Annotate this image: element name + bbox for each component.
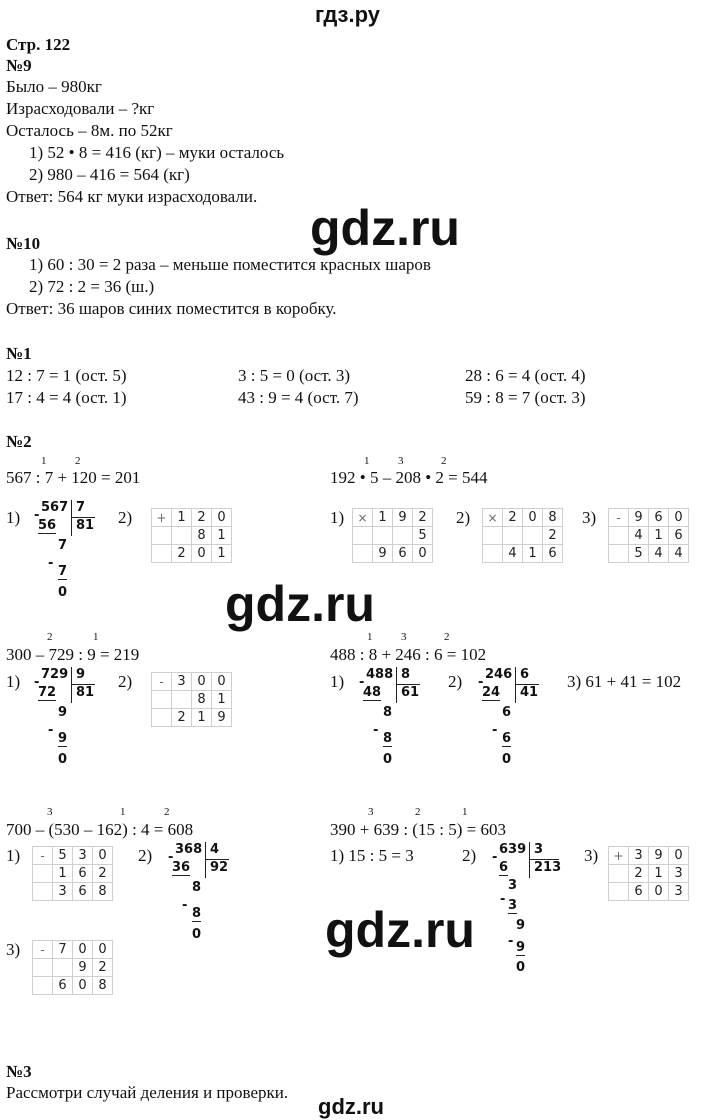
order-mark: 3	[398, 455, 404, 467]
step-label: 1)	[6, 508, 21, 527]
top-watermark: гдз.ру	[315, 2, 380, 27]
task-2-number: №2	[6, 432, 32, 451]
order-mark: 3	[368, 806, 374, 818]
problem-9-number: №9	[6, 56, 32, 75]
step-label: 3)	[6, 940, 21, 959]
step-label: 3)	[584, 846, 599, 865]
expression: 300 – 729 : 9 = 219	[6, 645, 140, 664]
long-division: - 567 7 81 56 7 - 7 0	[34, 500, 95, 600]
step-label: 1)	[330, 508, 345, 527]
p9-line: Было – 980кг	[6, 77, 102, 96]
p9-step: 2) 980 – 416 = 564 (кг)	[29, 165, 190, 184]
order-mark: 3	[47, 806, 53, 818]
task-1-number: №1	[6, 344, 32, 363]
page-label: Стр. 122	[6, 35, 71, 54]
step-label: 2)	[138, 846, 153, 865]
p10-step: 2) 72 : 2 = 36 (ш.)	[29, 277, 155, 296]
division-item: 28 : 6 = 4 (ост. 4)	[465, 366, 586, 385]
step-label: 2)	[448, 672, 463, 691]
p9-line: Осталось – 8м. по 52кг	[6, 121, 173, 140]
order-mark: 1	[367, 631, 373, 643]
gdz-watermark: gdz.ru	[325, 902, 475, 958]
problem-10-number: №10	[6, 234, 41, 253]
long-division: - 729 9 81 72 9 - 9 0	[34, 667, 95, 767]
task-3-text: Рассмотри случай деления и проверки.	[6, 1083, 289, 1102]
order-mark: 2	[415, 806, 421, 818]
order-mark: 2	[164, 806, 170, 818]
order-mark: 1	[93, 631, 99, 643]
p9-line: Израсходовали – ?кг	[6, 99, 155, 118]
division-item: 17 : 4 = 4 (ост. 1)	[6, 388, 127, 407]
column-addition: + 1 2 0 8 1 2 0 1	[151, 508, 232, 563]
column-addition: + 3 9 0 2 1 3 6 0 3	[608, 846, 689, 901]
step-label: 3)	[582, 508, 597, 527]
bottom-watermark: gdz.ru	[318, 1094, 384, 1119]
column-subtraction: - 7 0 0 9 2 6 0 8	[32, 940, 113, 995]
step-1-expression: 1) 15 : 5 = 3	[330, 846, 414, 865]
step-label: 1)	[330, 672, 345, 691]
p10-answer: Ответ: 36 шаров синих поместится в коробку.	[6, 299, 337, 318]
p9-answer: Ответ: 564 кг муки израсходовали.	[6, 187, 258, 206]
division-item: 59 : 8 = 7 (ост. 3)	[465, 388, 586, 407]
step-label: 1)	[6, 846, 21, 865]
column-multiplication: × 2 0 8 2 4 1 6	[482, 508, 563, 563]
column-multiplication: × 1 9 2 5 9 6 0	[352, 508, 433, 563]
division-item: 43 : 9 = 4 (ост. 7)	[238, 388, 359, 407]
order-mark: 3	[401, 631, 407, 643]
order-mark: 2	[441, 455, 447, 467]
expression: 700 – (530 – 162) : 4 = 608	[6, 820, 194, 839]
step-3-expression: 3) 61 + 41 = 102	[567, 672, 682, 691]
column-subtraction: - 3 0 0 8 1 2 1 9	[151, 672, 232, 727]
gdz-watermark: gdz.ru	[225, 576, 375, 632]
order-mark: 1	[364, 455, 370, 467]
order-mark: 1	[41, 455, 47, 467]
order-mark: 1	[462, 806, 468, 818]
long-division: - 488 8 61 48 8 - 8 0	[359, 667, 420, 767]
gdz-watermark: gdz.ru	[310, 200, 460, 256]
division-item: 12 : 7 = 1 (ост. 5)	[6, 366, 127, 385]
order-mark: 2	[444, 631, 450, 643]
step-label: 2)	[456, 508, 471, 527]
p10-step: 1) 60 : 30 = 2 раза – меньше поместится красных шаров	[29, 255, 431, 274]
expression: 488 : 8 + 246 : 6 = 102	[330, 645, 487, 664]
division-item: 3 : 5 = 0 (ост. 3)	[238, 366, 351, 385]
column-subtraction: - 9 6 0 4 1 6 5 4 4	[608, 508, 689, 563]
task-3-number: №3	[6, 1062, 32, 1081]
expression: 567 : 7 + 120 = 201	[6, 468, 141, 487]
order-mark: 2	[75, 455, 81, 467]
step-label: 2)	[462, 846, 477, 865]
order-mark: 2	[47, 631, 53, 643]
step-label: 1)	[6, 672, 21, 691]
p9-step: 1) 52 • 8 = 416 (кг) – муки осталось	[29, 143, 285, 162]
long-division: - 368 4 92 36 8 - 8 0	[168, 842, 229, 942]
step-label: 2)	[118, 508, 133, 527]
order-mark: 1	[120, 806, 126, 818]
column-subtraction: - 5 3 0 1 6 2 3 6 8	[32, 846, 113, 901]
expression: 390 + 639 : (15 : 5) = 603	[330, 820, 506, 839]
step-label: 2)	[118, 672, 133, 691]
long-division: - 639 3 213 6 3 - 3 9 - 9 0	[492, 842, 562, 975]
long-division: - 246 6 41 24 6 - 6 0	[478, 667, 539, 767]
expression: 192 • 5 – 208 • 2 = 544	[330, 468, 488, 487]
